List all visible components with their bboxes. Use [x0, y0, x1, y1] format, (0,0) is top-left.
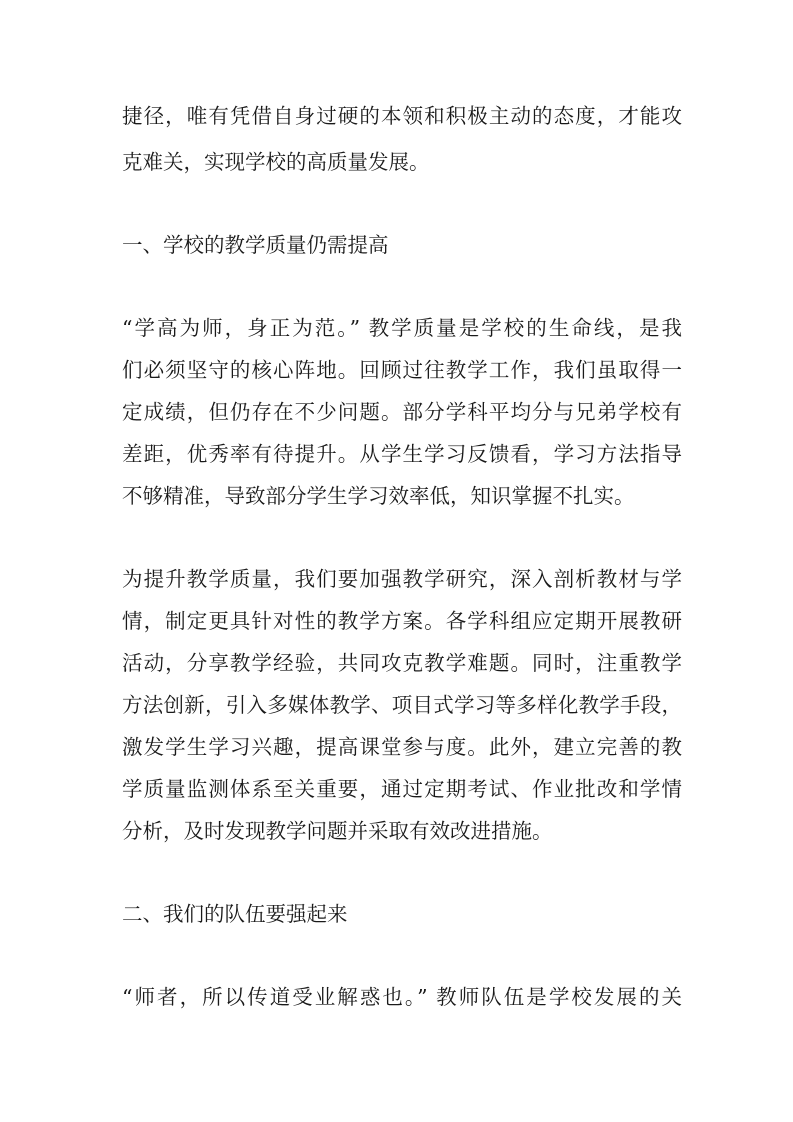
- paragraph-4-line-2: 情，制定更具针对性的教学方案。各学科组应定期开展教研: [122, 609, 682, 633]
- paragraph-3-line-3: 定成绩，但仍存在不少问题。部分学科平均分与兄弟学校有: [122, 400, 682, 424]
- paragraph-6-line-1: “师者，所以传道受业解惑也。” 教师队伍是学校发展的关: [122, 985, 682, 1009]
- paragraph-3-line-5: 不够精准，导致部分学生学习效率低，知识掌握不扎实。: [122, 484, 635, 508]
- paragraph-4-line-6: 学质量监测体系至关重要，通过定期考试、作业批改和学情: [122, 777, 682, 801]
- section-heading-2: 二、我们的队伍要强起来: [122, 902, 348, 926]
- paragraph-4-line-5: 激发学生学习兴趣，提高课堂参与度。此外，建立完善的教: [122, 735, 682, 759]
- paragraph-4-line-1: 为提升教学质量，我们要加强教学研究，深入剖析教材与学: [122, 567, 682, 591]
- section-heading-1: 一、学校的教学质量仍需提高: [122, 233, 389, 257]
- paragraph-3-line-4: 差距，优秀率有待提升。从学生学习反馈看，学习方法指导: [122, 442, 682, 466]
- paragraph-4-line-4: 方法创新，引入多媒体教学、项目式学习等多样化教学手段，: [122, 693, 682, 717]
- paragraph-4-line-3: 活动，分享教学经验，共同攻克教学难题。同时，注重教学: [122, 651, 682, 675]
- paragraph-1-line-2: 克难关，实现学校的高质量发展。: [122, 150, 430, 174]
- paragraph-1-line-1: 捷径，唯有凭借自身过硬的本领和积极主动的态度，才能攻: [122, 104, 682, 128]
- paragraph-3-line-2: 们必须坚守的核心阵地。回顾过往教学工作，我们虽取得一: [122, 358, 682, 382]
- paragraph-4-line-7: 分析，及时发现教学问题并采取有效改进措施。: [122, 819, 553, 843]
- paragraph-3-line-1: “学高为师，身正为范。” 教学质量是学校的生命线，是我: [122, 316, 682, 340]
